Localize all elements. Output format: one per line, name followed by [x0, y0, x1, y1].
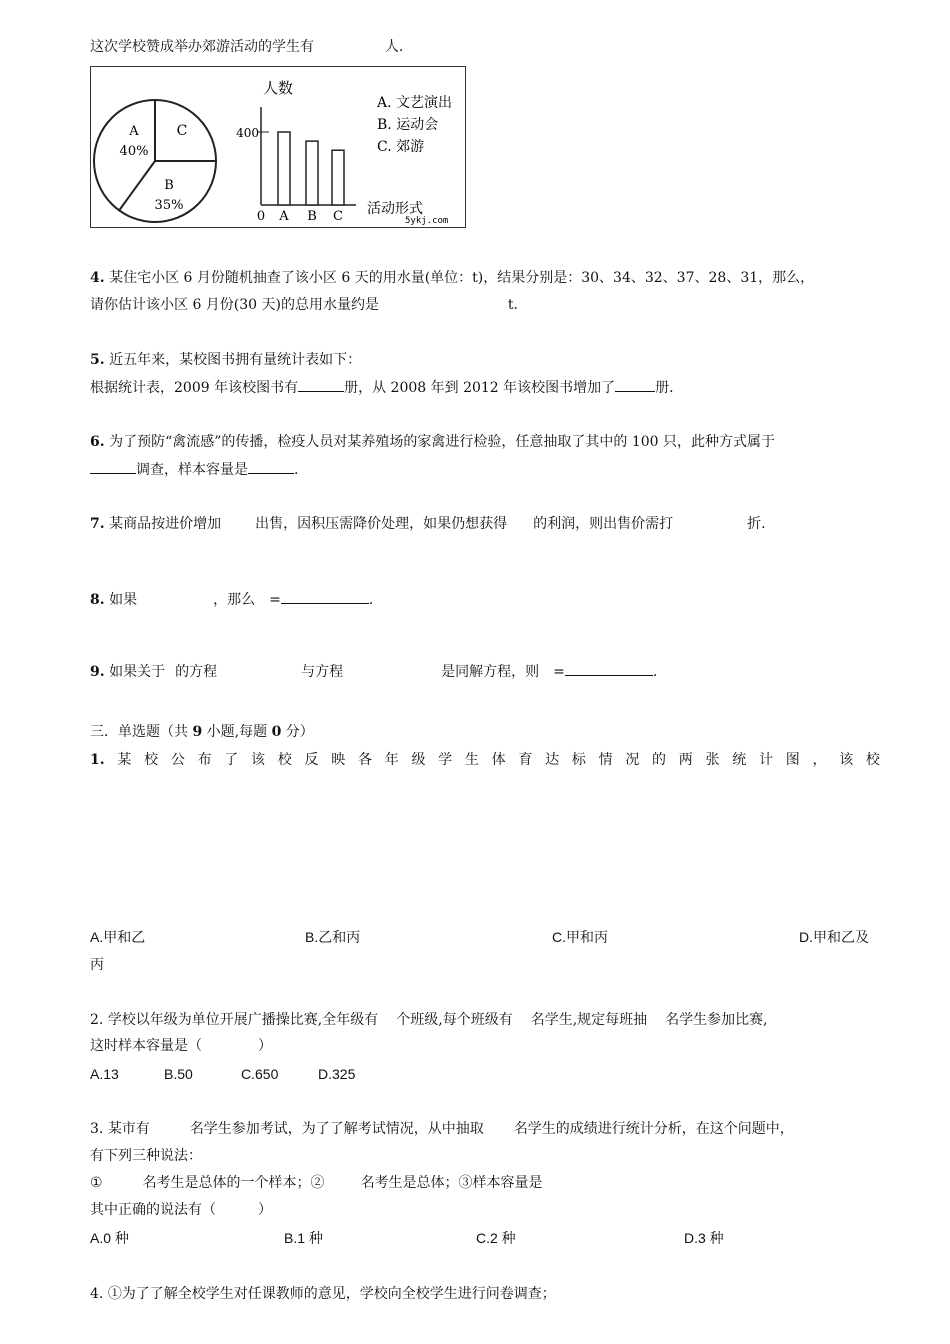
option-a[interactable]: A.0 种: [90, 1230, 129, 1246]
question-text: ，那么: [213, 592, 256, 608]
question-text: 是同解方程，则: [441, 664, 540, 680]
legend-entry: B. 运动会: [377, 117, 439, 133]
question-number: 1.: [90, 752, 105, 768]
question-char: ，: [812, 752, 827, 768]
mc-question-2-line-1: [90, 1010, 768, 1030]
question-text: 学校以年级为单位开展广播操比赛,全年级有: [107, 1012, 379, 1028]
question-char: 生: [464, 752, 479, 768]
option-d[interactable]: D.甲和乙及: [799, 929, 869, 945]
question-text: ①: [90, 1175, 103, 1191]
mc-question-3-line-2: 有下列三种说法：: [90, 1148, 202, 1164]
question-text: 调查，样本容量是: [136, 462, 248, 478]
bar-chart: [236, 79, 452, 226]
option-d[interactable]: D.3 种: [684, 1230, 724, 1246]
question-text: 名学生,规定每班抽: [530, 1012, 648, 1028]
question-char: 了: [224, 752, 239, 768]
question-char: 育: [518, 752, 533, 768]
mc-question-4-line-1: [90, 1284, 556, 1304]
intro-unit: 人.: [384, 39, 404, 55]
option-b[interactable]: B.50: [164, 1066, 193, 1082]
question-number: 5.: [90, 352, 105, 368]
question-text: 折.: [747, 516, 766, 532]
question-char: 张: [705, 752, 720, 768]
mc-question-3-line-4: 其中正确的说法有（ ）: [90, 1202, 272, 1218]
question-text: =: [269, 592, 281, 608]
bar-a: [278, 132, 290, 205]
question-char: 两: [678, 752, 693, 768]
question-char: 该: [251, 752, 266, 768]
question-char: 校: [865, 752, 880, 768]
question-char: 达: [545, 752, 560, 768]
option-c[interactable]: C.2 种: [476, 1230, 516, 1246]
question-number: 6.: [90, 434, 105, 450]
question-char: 某: [117, 752, 132, 768]
heading-text: 分）: [281, 724, 314, 740]
legend-entry: A. 文艺演出: [377, 95, 453, 111]
question-text: 册，从 2008 年到 2012 年该校图书增加了: [344, 380, 616, 396]
question-char: 年: [384, 752, 399, 768]
question-char: 校: [277, 752, 292, 768]
x-axis-label: 活动形式: [367, 201, 423, 217]
question-text: 册.: [655, 380, 674, 396]
question-number: 2.: [90, 1012, 104, 1028]
question-6-line-1: [90, 432, 775, 452]
question-5-line-2: [90, 377, 674, 398]
bar-b: [306, 141, 318, 205]
question-char: 的: [652, 752, 667, 768]
question-char: 体: [491, 752, 506, 768]
question-text: 根据统计表，2009 年该校图书有: [90, 380, 299, 396]
answer-blank[interactable]: [615, 377, 655, 392]
legend-entry: C. 郊游: [377, 139, 425, 155]
mc-question-2-line-2: 这时样本容量是（ ）: [90, 1038, 272, 1054]
heading-count: 9: [192, 724, 203, 740]
question-char: 各: [357, 752, 372, 768]
mc-question-3-line-1: [90, 1119, 794, 1139]
question-number: 9.: [90, 664, 105, 680]
question-4-line-1: [90, 268, 814, 288]
option-b[interactable]: B.1 种: [284, 1230, 323, 1246]
question-char: 该: [839, 752, 854, 768]
statistics-figure: [90, 66, 466, 228]
question-text: 名学生的成绩进行统计分析，在这个问题中，: [513, 1121, 794, 1137]
option-c[interactable]: C.650: [241, 1066, 279, 1082]
question-char: 标: [571, 752, 586, 768]
question-text: 为了预防“禽流感”的传播，检疫人员对某养殖场的家禽进行检验，任意抽取了其中的 100 只，此种方式属于: [109, 434, 776, 450]
section-3-heading: [90, 722, 314, 742]
question-text: .: [368, 592, 374, 608]
question-text: 个班级,每个班级有: [396, 1012, 513, 1028]
question-number: 8.: [90, 592, 105, 608]
question-char: 反: [304, 752, 319, 768]
question-char: 公: [170, 752, 185, 768]
answer-blank[interactable]: [281, 589, 369, 604]
question-number: 4.: [90, 1286, 104, 1302]
x-tick-label: B: [307, 209, 317, 224]
intro-line: [90, 37, 403, 57]
question-text: 出售，因积压需降价处理，如果仍想获得: [255, 516, 508, 532]
question-5-line-1: [90, 350, 361, 370]
question-char: 统: [732, 752, 747, 768]
answer-blank[interactable]: [565, 661, 653, 676]
pie-label-c: C: [176, 123, 188, 139]
option-d-wrap: 丙: [90, 957, 104, 973]
pie-chart: [94, 100, 216, 222]
y-tick-label: 400: [236, 126, 259, 140]
option-d[interactable]: D.325: [318, 1066, 356, 1082]
bar-c: [332, 150, 344, 205]
option-a[interactable]: A.13: [90, 1066, 119, 1082]
pie-label-a: A: [129, 124, 139, 139]
pie-percent-a: 40%: [119, 144, 149, 159]
question-text: .: [652, 664, 658, 680]
question-8: [90, 589, 373, 610]
question-text: 与方程: [301, 664, 344, 680]
question-text: 如果关于: [109, 664, 166, 680]
answer-blank[interactable]: [248, 459, 294, 474]
question-text: 的利润，则出售价需打: [533, 516, 674, 532]
watermark: 5ykj.com: [405, 216, 449, 226]
question-text: 名考生是总体的一个样本；②: [142, 1175, 325, 1191]
question-char: 级: [411, 752, 426, 768]
question-char: 计: [758, 752, 773, 768]
question-text: ①为了了解全校学生对任课教师的意见，学校向全校学生进行问卷调查；: [107, 1286, 556, 1302]
heading-score: 0: [271, 724, 282, 740]
question-9: [90, 661, 657, 682]
question-number: 7.: [90, 516, 105, 532]
option-c[interactable]: C.甲和丙: [552, 929, 608, 945]
origin-label: 0: [256, 209, 266, 224]
heading-text: 三．单选题（共: [90, 724, 193, 740]
question-7: [90, 514, 766, 534]
answer-blank[interactable]: [298, 377, 344, 392]
question-6-line-2: [90, 459, 298, 480]
question-text: 名学生参加考试，为了了解考试情况，从中抽取: [189, 1121, 484, 1137]
question-text: 某市有: [107, 1121, 150, 1137]
question-char: 情: [598, 752, 613, 768]
x-tick-label: C: [333, 209, 343, 224]
question-char: 布: [197, 752, 212, 768]
answer-unit: t.: [507, 297, 518, 313]
question-text: =: [553, 664, 565, 680]
option-a[interactable]: A.甲和乙: [90, 929, 146, 945]
question-char: 况: [625, 752, 640, 768]
question-char: 校: [144, 752, 159, 768]
question-char: 映: [331, 752, 346, 768]
question-text: .: [294, 462, 299, 478]
intro-text: 这次学校赞成举办郊游活动的学生有: [90, 39, 314, 55]
answer-blank[interactable]: [90, 459, 136, 474]
figure-svg: [91, 67, 465, 227]
question-4-line-2: [90, 295, 518, 315]
question-char: 学: [438, 752, 453, 768]
mc-question-1-line: [90, 750, 880, 770]
question-text: 请你估计该小区 6 月份(30 天)的总用水量约是: [90, 297, 379, 313]
y-axis-label: 人数: [263, 79, 294, 97]
question-number: 4.: [90, 270, 105, 286]
pie-percent-b: 35%: [154, 198, 184, 213]
question-char: 图: [785, 752, 800, 768]
question-text: 的方程: [175, 664, 218, 680]
question-number: 3.: [90, 1121, 104, 1137]
question-text: 名学生参加比赛,: [665, 1012, 768, 1028]
question-text: 某住宅小区 6 月份随机抽查了该小区 6 天的用水量(单位：t)，结果分别是：30、34、32、37、28、31，那么，: [109, 270, 815, 286]
x-tick-label: A: [279, 209, 289, 224]
mc-question-3-line-3: [90, 1173, 543, 1193]
question-text: 某商品按进价增加: [109, 516, 222, 532]
question-text: 如果: [109, 592, 138, 608]
question-text: 近五年来，某校图书拥有量统计表如下：: [109, 352, 362, 368]
pie-label-b: B: [164, 178, 174, 193]
option-b[interactable]: B.乙和丙: [305, 929, 361, 945]
question-text: 名考生是总体；③样本容量是: [360, 1175, 543, 1191]
heading-text: 小题,每题: [202, 724, 272, 740]
